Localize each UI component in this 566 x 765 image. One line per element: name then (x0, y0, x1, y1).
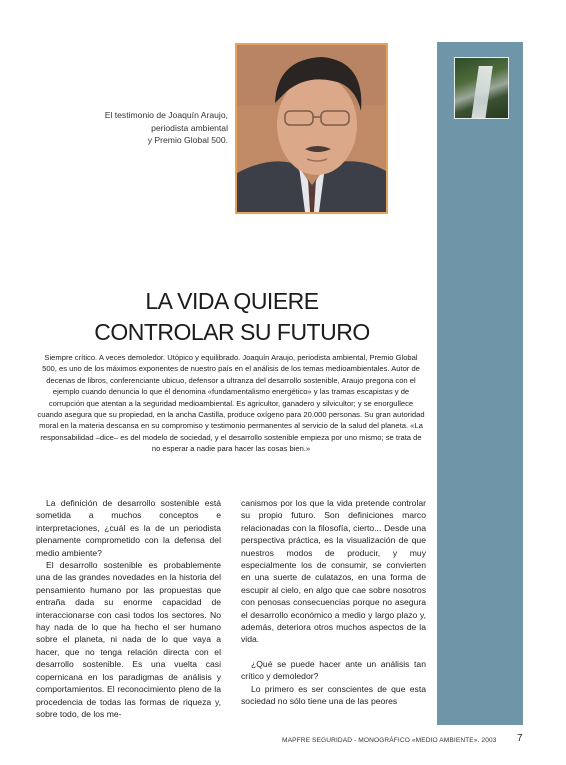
interview-answer: Lo primero es ser conscientes de que esta sociedad no sólo tiene una de las peores (241, 683, 426, 707)
caption-line-3: y Premio Global 500. (147, 135, 228, 145)
answer-continuation: canismos por los que la vida pretende controlar su propio futuro. Son definiciones marco relacionadas con la filosofía, cierto... Desde una perspectiva práctica, es la visualización de que nuestros modos de producir, y muy especialmente los de consumir, se convierten en una suerte de culatazos, en una forma de escupir al cielo, en algo que cae sobre nosotros con penosas consecuencias porque no asegura el desarrollo económico a medio y largo plazo y, además, deteriora otros muchos aspectos de la vida. (241, 498, 426, 645)
photo-caption (85, 109, 228, 147)
interview-question: La definición de desarrollo sostenible está sometida a muchos conceptos e interpretaciones, ¿cuál es la de un periodista plenamente comprometido con la defensa del medio ambiente? (36, 498, 221, 558)
page-number: 7 (517, 733, 523, 744)
interview-question: ¿Qué se puede hacer ante un análisis tan crítico y demoledor? (241, 658, 426, 682)
portrait-illustration (237, 45, 386, 212)
title-line-2: CONTROLAR SU FUTURO (94, 319, 370, 345)
footer-publication: MAPFRE SEGURIDAD - MONOGRÁFICO «MEDIO AMBIENTE». 2003 (282, 737, 497, 744)
text-column-left (36, 497, 221, 720)
article-title (70, 286, 394, 348)
portrait-photo (235, 43, 388, 214)
title-line-1: LA VIDA QUIERE (145, 288, 319, 314)
text-column-right (241, 497, 426, 708)
waterfall-stream (471, 66, 493, 119)
caption-line-2: periodista ambiental (151, 122, 228, 133)
waterfall-thumbnail-image (454, 57, 509, 119)
sidebar-band (437, 42, 523, 725)
caption-line-1: El testimonio de Joaquín Araujo, (104, 110, 228, 120)
intro-paragraph: Siempre crítico. A veces demoledor. Utópico y equilibrado. Joaquín Araujo, periodista ambiental, Premio Global 500, es uno de los máximos exponentes de nuestro país en el análisis de los temas medioambientales. Autor de decenas de libros, conferenciante ubicuo, defensor a ultranza del desarrollo sostenible, Araujo pregona con el ejemplo cuando denuncia lo que él denomina «fundamentalismo energético» y las tramas escapistas y de corrupción que atentan a la seguridad medioambiental. Es agricultor, ganadero y silvicultor; y se enorgullece cuando asegura que su propiedad, en la ancha Castilla, produce oxígeno para 20.000 personas. Su gran autoridad moral en la materia descansa en su compromiso y testimonio permanentes al servicio de la salud del planeta. «La responsabilidad –dice– es del modelo de sociedad, y el desarrollo sostenible empieza por uno mismo; se trata de no esperar a nadie para hacer las cosas bien.» (37, 353, 425, 454)
interview-answer: El desarrollo sostenible es probablemente una de las grandes novedades en la historia del pensamiento humano por las propuestas que entraña dada su enorme capacidad de interaccionarse con casi todos los sectores. No hay nada de lo que ha hecho el ser humano sobre el planeta, ni nada de lo que vaya a hacer, que no tenga relación directa con el desarrollo sostenible. Es una vuelta casi copernicana en los paradigmas de análisis y comportamientos. El reconocimiento pleno de la procedencia de todas las formas de riqueza y, sobre todo, de los me- (36, 560, 221, 719)
